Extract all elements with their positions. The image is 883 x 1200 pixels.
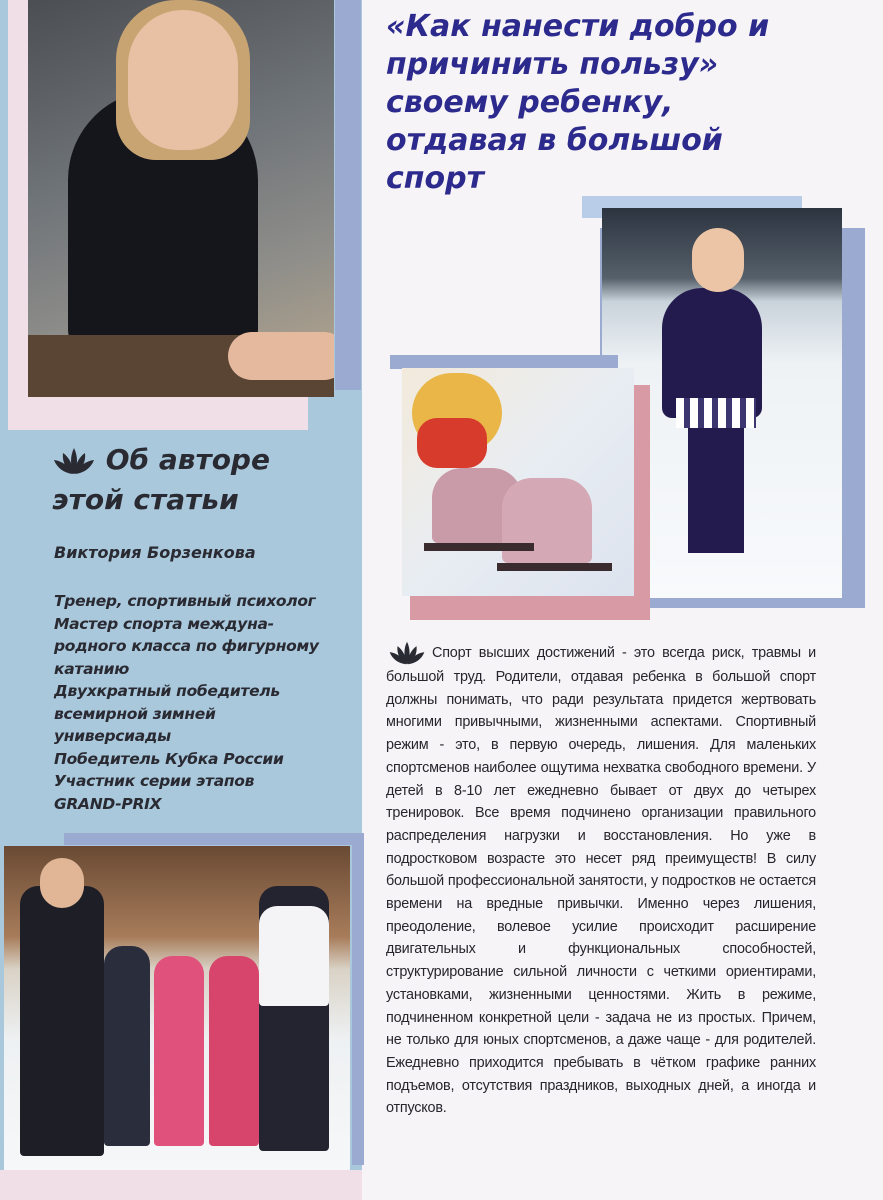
decorative-bar (352, 845, 364, 1165)
about-author-heading (52, 440, 352, 520)
credential-line: Двухкратный победитель (54, 682, 280, 700)
credential-line: Участник серии этапов (54, 772, 255, 790)
credential-line: универсиады (54, 727, 171, 745)
decorative-bar (335, 0, 361, 390)
credential-line: родного класса по фигурному (54, 637, 319, 655)
article-text: Спорт высших достижений - это всегда риск, травмы и большой труд. Родители, отдавая ребенка в большой спорт должны понимать, что ради результата придется жертвовать многими привычными, жизненными аспектами. Спортивный режим - это, в первую очередь, лишения. Для маленьких спортсменов наиболее ощутима нехватка свободного времени. У детей в 8-10 лет ежедневно бывает от двух до четырех тренировок. Все время подчинено организации правильного распределения нагрузки и восстановления. Но уже в подростковом возрасте это несет ряд преимуществ! В силу большой профессиональной занятости, у подростков не остается времени на вредные привычки. Именно через лишения, преодоление, волевое усилие происходит расширение двигательных и функциональных способностей, структурирование сильной личности с четкими ориентирами, установками, жизненными ценностями. Жить в режиме, подчиненном конкретной цели - задача не из простых. Причем, не только для юных спортсменов, а даже чаще - для родителей. Ежедневно приходится пребывать в чётком графике ранних подъемов, отсутствия праздников, выходных дней, а иногда и отпусков. (386, 644, 816, 1117)
title-line: причинить пользу» (386, 47, 719, 82)
credential-line: катанию (54, 659, 129, 678)
credential-line: Тренер, спортивный психолог (54, 592, 316, 610)
author-credentials (54, 590, 354, 815)
title-line: «Как нанести добро и (386, 9, 770, 44)
author-name: Виктория Борзенкова (54, 543, 256, 562)
decorative-bar (64, 833, 364, 845)
credential-line: GRAND-PRIX (54, 794, 162, 813)
author-photo (28, 0, 334, 397)
credential-line: Мастер спорта междуна- (54, 614, 274, 633)
article-body (386, 640, 816, 1120)
title-line: спорт (386, 161, 484, 196)
photo-frame (390, 355, 618, 369)
photo-frame (634, 385, 650, 620)
about-heading-line: этой статьи (52, 483, 239, 516)
credential-line: всемирной зимней (54, 704, 216, 723)
credential-line: Победитель Кубка России (54, 749, 284, 768)
pink-skates-photo (402, 368, 634, 596)
about-heading-line: Об авторе (105, 443, 270, 476)
title-line: отдавая в большой (386, 123, 723, 158)
photo-frame (410, 596, 650, 620)
lotus-icon (52, 446, 96, 476)
lotus-icon (386, 640, 428, 666)
decorative-bar (0, 1170, 362, 1200)
article-title (386, 8, 856, 198)
title-line: своему ребенку, (386, 85, 674, 120)
team-photo (4, 846, 350, 1170)
